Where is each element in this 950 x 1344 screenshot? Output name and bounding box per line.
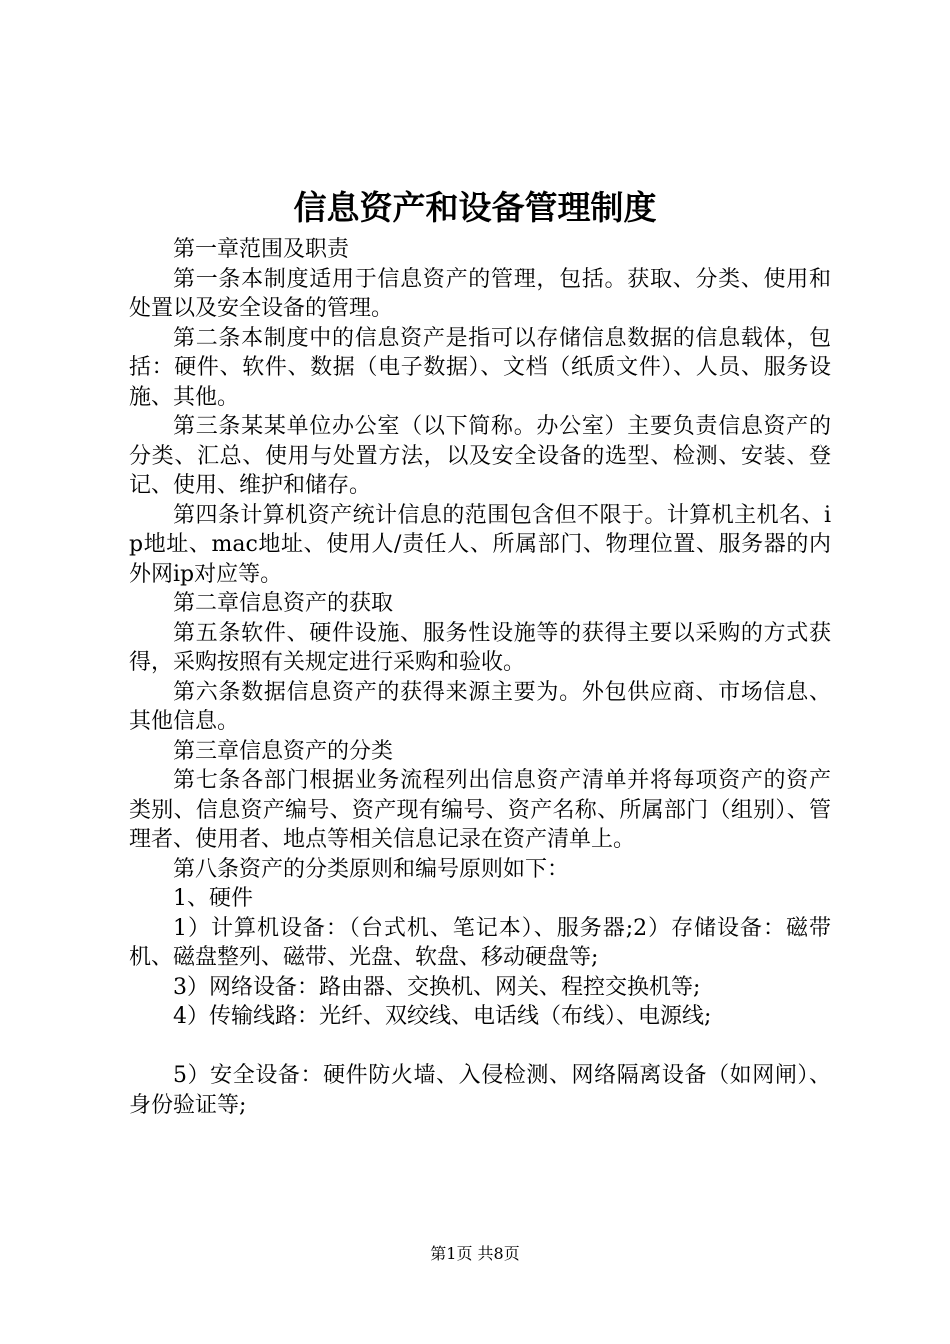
list-item-network: 3）网络设备：路由器、交换机、网关、程控交换机等; xyxy=(173,974,701,1000)
article-2: 第二条本制度中的信息资产是指可以存储信息数据的信息载体，包括：硬件、软件、数据（电子数据）、文档（纸质文件）、人员、服务设施、其他。 xyxy=(129,325,831,410)
document-body xyxy=(129,235,831,1120)
article-3: 第三条某某单位办公室（以下简称。办公室）主要负责信息资产的分类、汇总、使用与处置方法，以及安全设备的选型、检测、安装、登记、使用、维护和储存。 xyxy=(129,414,831,498)
list-item-computer-storage: 1）计算机设备：（台式机、笔记本）、服务器;2）存储设备：磁带机、磁盘整列、磁带、光盘、软盘、移动硬盘等; xyxy=(129,915,831,970)
chapter-heading-3: 第三章信息资产的分类 xyxy=(173,738,394,764)
article-5: 第五条软件、硬件设施、服务性设施等的获得主要以采购的方式获得，采购按照有关规定进行采购和验收。 xyxy=(129,620,831,675)
article-7: 第七条各部门根据业务流程列出信息资产清单并将每项资产的资产类别、信息资产编号、资产现有编号、资产名称、所属部门（组别）、管理者、使用者、地点等相关信息记录在资产清单上。 xyxy=(129,768,831,852)
list-item-security: 5）安全设备：硬件防火墙、入侵检测、网络隔离设备（如网闸）、身份验证等; xyxy=(129,1063,831,1118)
list-heading-hardware: 1、硬件 xyxy=(173,886,253,911)
chapter-heading-1: 第一章范围及职责 xyxy=(173,237,350,262)
article-6: 第六条数据信息资产的获得来源主要为。外包供应商、市场信息、其他信息。 xyxy=(129,679,831,734)
page-footer: 第1页 共8页 xyxy=(430,1244,520,1263)
list-item-transmission: 4）传输线路：光纤、双绞线、电话线（布线）、电源线; xyxy=(173,1004,712,1029)
article-8: 第八条资产的分类原则和编号原则如下： xyxy=(173,856,570,882)
document-title: 信息资产和设备管理制度 xyxy=(293,188,657,227)
blank-line xyxy=(129,1032,831,1062)
article-1: 第一条本制度适用于信息资产的管理，包括。获取、分类、使用和处置以及安全设备的管理。 xyxy=(129,266,831,321)
article-4: 第四条计算机资产统计信息的范围包含但不限于。计算机主机名、ip地址、mac地址、使用人/责任人、所属部门、物理位置、服务器的内外网ip对应等。 xyxy=(129,502,831,587)
chapter-heading-2: 第二章信息资产的获取 xyxy=(173,591,394,616)
